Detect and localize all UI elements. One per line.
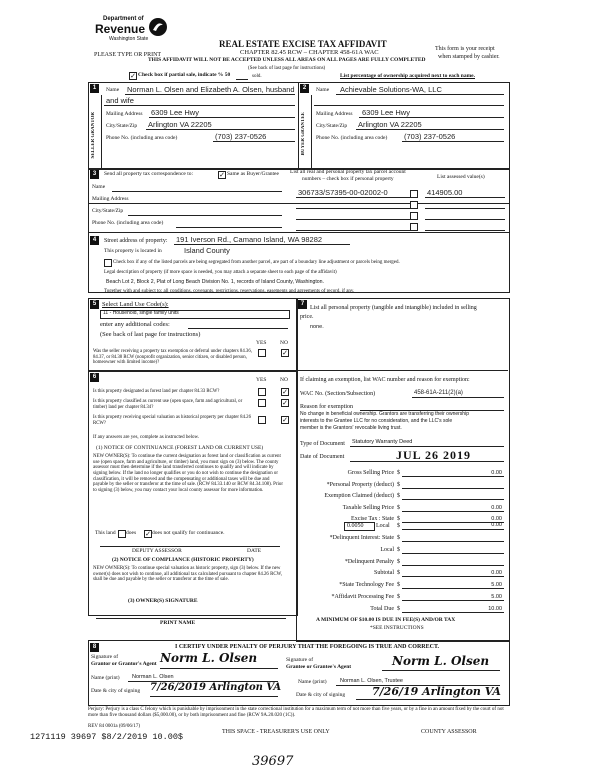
calc-label-2: Exemption Claimed (deduct) — [324, 493, 394, 499]
calc-value-4[interactable]: 0.00 — [491, 516, 502, 522]
grantor-date-city[interactable]: 7/26/2019 Arlington VA — [150, 682, 282, 693]
buyer-phone-label: Phone No. (including area code) — [316, 135, 388, 141]
correspondence-name-label: Name — [92, 184, 106, 190]
s5-q1: Was the seller receiving a property tax exemption or deferral under chapters 84.36, 84.37, or 84.38 RCW (nonprofit organization, senior citizen, or disabled person, homeowner with limited income)? — [93, 349, 252, 366]
seller-side-label: SELLER GRANTOR — [91, 112, 96, 159]
calc2-prefix-0: $ — [397, 535, 400, 541]
segregated-checkbox[interactable] — [104, 259, 112, 267]
notice2-title: (2) NOTICE OF COMPLIANCE (HISTORIC PROPERTY) — [112, 557, 254, 563]
land-does-checkbox[interactable] — [118, 530, 126, 538]
grantee-name[interactable]: Norman L. Olsen, Trustee — [340, 678, 403, 684]
s6-q3-no[interactable]: ✓ — [282, 416, 288, 424]
doc-type-value[interactable]: Statutory Warranty Deed — [352, 439, 413, 445]
partial-sale-checkbox[interactable]: ✓ — [130, 72, 136, 80]
grantor-signature[interactable]: Norm L. Olsen — [160, 651, 258, 665]
section-4-number: 4 — [90, 236, 99, 245]
form-title: REAL ESTATE EXCISE TAX AFFIDAVIT — [219, 39, 387, 49]
assessed-value[interactable]: 414905.00 — [427, 188, 463, 197]
buyer-name[interactable]: Achievable Solutions-WA, LLC — [340, 85, 442, 94]
receipt-note-2: when stamped by cashier. — [438, 54, 500, 60]
land-does-text: does — [126, 530, 137, 536]
perjury-notice: Perjury: Perjury is a class C felony which is punishable by imprisonment in the state correctional institution for a maximum term of not more than five years, or by a fine in an amount fixed by the court of not more than five thousand dollars ($5,000.00), or by both imprisonment and fine (RCW 9A.20.020 (1C)). — [88, 707, 504, 718]
notice2-body: NEW OWNER(S): To continue special valuation as historic property, sign (3) below. If the new owner(s) does not wish to continue, all additional tax calculated pursuant to chapter 84.26 RCW, shall be due and payable by the seller or transferor at the time of sale. — [93, 566, 283, 583]
form-see-back: (See back of last page for instructions) — [248, 66, 326, 71]
grantor-date-label: Date & city of signing — [91, 688, 141, 694]
reason-line-3[interactable]: member is the Grantors' revocable living trust. — [300, 425, 402, 431]
calc2-value-6[interactable]: 10.00 — [488, 605, 502, 612]
grantee-signature[interactable]: Norm L. Olsen — [392, 654, 490, 668]
local-value[interactable]: 0.00 — [491, 522, 502, 528]
land-use-value: 11 - Household, single family units — [103, 310, 179, 316]
county-assessor: COUNTY ASSESSOR — [421, 729, 477, 735]
doc-date-value[interactable]: JUL 26 2019 — [396, 448, 472, 462]
doc-type-label: Type of Document — [300, 441, 345, 447]
type-print: PLEASE TYPE OR PRINT — [94, 52, 162, 58]
parcel-header-2: numbers – check box if personal property — [302, 176, 394, 182]
treasurer-space: THIS SPACE - TREASURER'S USE ONLY — [222, 729, 330, 735]
calc2-label-4: *State Technology Fee — [339, 582, 394, 589]
grantor-name-label: Name (print) — [91, 675, 120, 681]
form-chapter: CHAPTER 82.45 RCW – CHAPTER 458-61A WAC — [240, 49, 379, 56]
calc2-label-1: Local — [380, 546, 394, 553]
buyer-city[interactable]: Arlington VA 22205 — [358, 120, 422, 129]
section-7-number: 7 — [298, 300, 307, 309]
seller-city[interactable]: Arlington VA 22205 — [148, 120, 212, 129]
wac-label: WAC No. (Section/Subsection) — [300, 391, 376, 397]
print-name-label: PRINT NAME — [160, 620, 196, 626]
together-with: Together with and subject to: all conditions, covenants, restrictions, reservations, easements and agreements of record, if any. — [104, 289, 355, 294]
local-rate[interactable]: 0.0050 — [344, 522, 375, 531]
calc2-label-0: *Delinquent Interest: State — [329, 535, 394, 541]
buyer-name-label: Name — [316, 87, 330, 93]
calc2-prefix-1: $ — [397, 546, 400, 553]
doc-date-label: Date of Document — [300, 454, 345, 460]
legal-label: Legal description of property (if more space is needed, you may attach a separate sheet to each page of the affidavit) — [104, 270, 337, 275]
reason-line-2[interactable]: interests to the Grantee LLC for no consideration, and the LLC's sole — [300, 418, 453, 424]
grantor-name[interactable]: Norman L. Olsen — [132, 674, 174, 680]
calc2-value-4[interactable]: 5.00 — [491, 582, 502, 589]
notice1-body: NEW OWNER(S): To continue the current designation as forest land or classification as current use (open space, farm and agriculture, or timber) land, you must sign on (3) below. The county assessor must then determine if the land transferred continues to qualify and will indicate by signing below. If the land no longer qualifies or you do not wish to continue the designation or classification, it will be removed and the compensating or additional taxes will be due and payable by the seller or transferor at the time of sale. (RCW 84.33.140 or RCW 84.34.108). Prior to signing (3) below, you may contact your local county assessor for more information. — [93, 454, 283, 493]
calc2-prefix-2: $ — [397, 558, 400, 565]
seller-phone[interactable]: (703) 237-0526 — [215, 132, 267, 141]
local-prefix: $ — [397, 523, 400, 529]
section-2-number: 2 — [300, 84, 309, 93]
calc-value-3[interactable]: 0.00 — [491, 504, 502, 511]
personal-property-value[interactable]: none. — [310, 324, 324, 330]
assessed-header: List assessed value(s) — [437, 174, 485, 180]
s6-no: NO — [280, 377, 288, 383]
grantee-sig-label-2: Grantee or Grantee's Agent — [286, 664, 352, 670]
grantor-sig-label-2: Grantor or Grantor's Agent — [91, 661, 157, 667]
calc-prefix-3: $ — [397, 504, 400, 511]
land-use-see-back: (See back of last page for instructions) — [100, 331, 201, 338]
land-use-label: Select Land Use Code(s): — [102, 301, 169, 308]
receipt-note-1: This form is your receipt — [435, 46, 495, 52]
section-6-number: 6 — [90, 373, 99, 382]
same-as-buyer-checkbox[interactable]: ✓ — [219, 171, 225, 179]
s5-q1-no[interactable]: ✓ — [282, 349, 288, 357]
handwritten-number: 39697 — [252, 754, 294, 769]
buyer-phone[interactable]: (703) 237-0526 — [404, 132, 456, 141]
seller-name-2[interactable]: and wife — [106, 96, 134, 105]
s6-q1-yes[interactable] — [258, 388, 266, 396]
s6-q1-no[interactable]: ✓ — [282, 388, 288, 396]
grantee-date-city[interactable]: 7/26/19 Arlington VA — [372, 685, 501, 698]
calc2-prefix-3: $ — [397, 570, 400, 577]
s6-yes: YES — [256, 377, 267, 383]
seller-address-label: Mailing Address — [106, 111, 143, 117]
rev-number: REV 84 0001a (09/06/17) — [88, 724, 140, 729]
logo-name: Revenue — [95, 22, 146, 36]
land-does-not-text: does not qualify for continuance. — [152, 530, 225, 536]
correspondence-phone-label: Phone No. (including area code) — [92, 220, 164, 226]
calc-label-4: Excise Tax : State — [351, 516, 394, 522]
calc2-label-5: *Affidavit Processing Fee — [331, 594, 394, 600]
street-label: Street address of property: — [104, 238, 168, 244]
grantee-sig-label-1: Signature of — [286, 657, 314, 663]
calc2-value-3[interactable]: 0.00 — [491, 570, 502, 577]
partial-sale-label: Check box if partial sale, indicate % 50 — [138, 72, 231, 78]
owner-signature-label: (3) OWNER(S) SIGNATURE — [128, 598, 198, 604]
recording-stamp: 1271119 39697 $8/2/2019 10.00$ — [30, 732, 184, 742]
grantee-date-label: Date & city of signing — [296, 692, 346, 698]
additional-codes-label: enter any additional codes: — [100, 321, 170, 328]
land-does-label: This land — [95, 530, 116, 536]
personal-property-label-1: List all personal property (tangible and intangible) included in selling — [310, 305, 477, 311]
section-1-number: 1 — [90, 84, 99, 93]
buyer-address[interactable]: 6309 Lee Hwy — [362, 108, 410, 117]
certify-statement: I CERTIFY UNDER PENALTY OF PERJURY THAT THE FOREGOING IS TRUE AND CORRECT. — [175, 644, 440, 650]
dor-logo — [95, 14, 185, 48]
buyer-address-label: Mailing Address — [316, 111, 353, 117]
buyer-city-label: City/State/Zip — [316, 123, 348, 129]
s6-q2: Is this property classified as current use (open space, farm and agricultural, or timber) land per chapter 84.34? — [93, 399, 243, 410]
calc2-prefix-5: $ — [397, 594, 400, 600]
minimum-fee-note: A MINIMUM OF $10.00 IS DUE IN FEE(S) AND/OR TAX — [316, 617, 456, 623]
segregated-label: Check box if any of the listed parcels are being segregated from another parcel, are part of a boundary line adjustment or parcels being merged. — [113, 260, 400, 265]
reason-line-1[interactable]: No change in beneficial ownership. Grantors are transferring their ownership — [300, 411, 469, 417]
same-as-buyer-label: Same as Buyer/Grantee — [227, 171, 279, 177]
calc2-label-2: *Delinquent Penalty — [344, 558, 394, 565]
calc-value-0[interactable]: 0.00 — [491, 470, 502, 476]
s6-q3-yes[interactable] — [258, 416, 266, 424]
seller-name-1[interactable]: Norman L. Olsen and Elizabeth A. Olsen, husband — [127, 85, 295, 94]
section-5-number: 5 — [90, 300, 99, 309]
section-8-number: 8 — [90, 643, 99, 652]
deputy-date: DATE — [247, 548, 262, 554]
local-label: Local — [376, 523, 390, 529]
s6-q3: Is this property receiving special valuation as historical property per chapter 84.26 RCW? — [93, 415, 251, 426]
grantee-name-label: Name (print) — [298, 679, 327, 685]
deputy-assessor: DEPUTY ASSESSOR — [132, 548, 182, 554]
logo-state: Washington State — [109, 36, 149, 42]
located-county[interactable]: Island County — [184, 246, 230, 255]
calc2-label-6: Total Due — [370, 605, 394, 612]
personal-property-label-2: price. — [300, 314, 314, 320]
legal-description[interactable]: Beach Lot 2, Block 2, Plat of Long Beach Division No. 1, records of Island County, Washington. — [106, 279, 324, 285]
calc-label-0: Gross Selling Price — [347, 470, 394, 476]
s6-q1: Is this property designated as forest land per chapter 84.33 RCW? — [93, 389, 220, 394]
partial-sold: sold. — [252, 74, 262, 79]
calc2-prefix-4: $ — [397, 582, 400, 589]
section-3-number: 3 — [90, 170, 99, 179]
calc-label-1: *Personal Property (deduct) — [326, 481, 394, 488]
calc2-prefix-6: $ — [397, 605, 400, 612]
parcel-header-1: List all real and personal property tax parcel account — [290, 169, 406, 175]
local-rate-label — [344, 522, 375, 531]
parcel-number[interactable]: 306733/S7395-00-02002-0 — [298, 188, 388, 197]
buyer-side-label: BUYER GRANTEE — [301, 112, 306, 156]
notice1-title: (1) NOTICE OF CONTINUANCE (FOREST LAND OR CURRENT USE) — [96, 445, 264, 451]
wac-number[interactable]: 458-61A-211(2)(a) — [414, 390, 463, 396]
calc2-value-5[interactable]: 5.00 — [491, 594, 502, 600]
grantor-sig-label-1: Signature of — [91, 654, 119, 660]
street-address[interactable]: 191 Iverson Rd., Camano Island, WA 98282 — [176, 235, 323, 244]
seller-phone-label: Phone No. (including area code) — [106, 135, 178, 141]
send-to-label: Send all property tax correspondence to: — [104, 171, 194, 177]
seller-address[interactable]: 6309 Lee Hwy — [151, 108, 199, 117]
seller-city-label: City/State/Zip — [106, 123, 138, 129]
logo-dept: Department of — [103, 16, 144, 22]
land-does-not-checkbox[interactable]: ✓ — [145, 530, 151, 538]
s5-no: NO — [280, 340, 288, 346]
located-label: This property is located in — [104, 248, 162, 254]
s5-yes: YES — [256, 340, 267, 346]
calc-label-3: Taxable Selling Price — [342, 504, 394, 511]
calc-prefix-1: $ — [397, 481, 400, 488]
s6-if-yes: If any answers are yes, complete as instructed below. — [93, 435, 200, 440]
form-warning: THIS AFFIDAVIT WILL NOT BE ACCEPTED UNLESS ALL AREAS ON ALL PAGES ARE FULLY COMPLETED — [148, 57, 426, 63]
correspondence-city-label: City/State/Zip — [92, 208, 124, 214]
calc2-label-3: Subtotal — [373, 570, 394, 577]
logo-mark-icon — [148, 17, 168, 37]
s6-q2-no[interactable]: ✓ — [282, 399, 288, 407]
calc-prefix-4: $ — [397, 516, 400, 522]
seller-name-label: Name — [106, 87, 120, 93]
s5-q1-yes[interactable] — [258, 349, 266, 357]
calc-prefix-0: $ — [397, 470, 400, 476]
s6-q2-yes[interactable] — [258, 399, 266, 407]
reason-label: Reason for exemption — [300, 404, 353, 410]
ownership-note: List percentage of ownership acquired next to each name. — [340, 73, 475, 79]
exemption-label: If claiming an exemption, list WAC number and reason for exemption: — [300, 377, 470, 383]
calc-prefix-2: $ — [397, 493, 400, 499]
correspondence-address-label: Mailing Address — [92, 196, 129, 202]
see-instructions: *SEE INSTRUCTIONS — [370, 625, 424, 631]
